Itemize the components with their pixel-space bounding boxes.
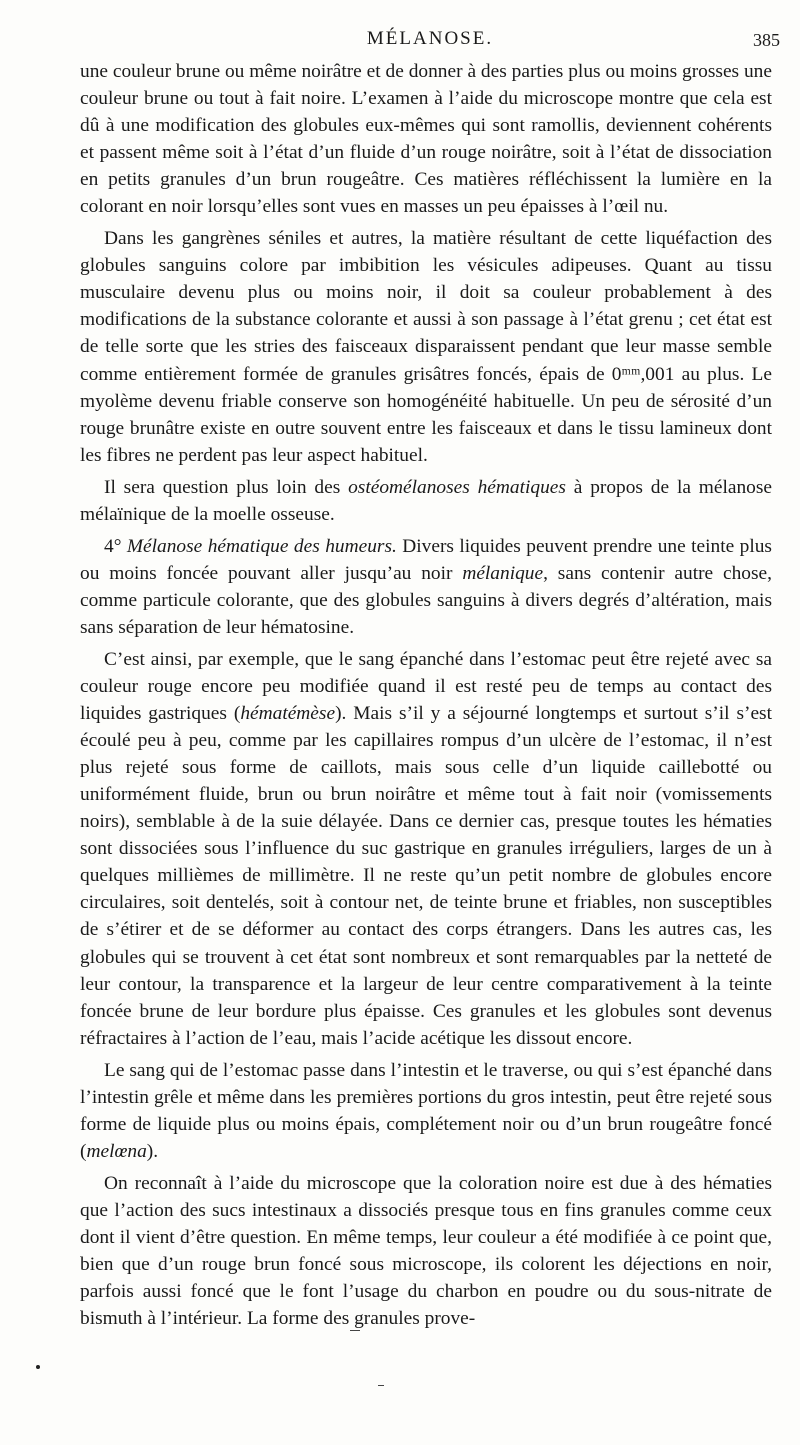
paragraph-3 xyxy=(80,474,772,528)
print-mark-dash xyxy=(350,1330,360,1331)
paragraph-6-italic: melœna xyxy=(86,1140,147,1162)
section-heading: Mélanose hématique des humeurs. xyxy=(126,535,397,557)
paragraph-4-text-b: , sans contenir autre chose, comme particule colorante, que des globules sanguins à divers degrés d’altération, mais sans séparation de leur hématosine. xyxy=(80,562,772,638)
paragraph-3-italic: ostéomélanoses hématiques xyxy=(348,476,566,498)
print-mark-dash-2 xyxy=(378,1385,384,1386)
page-number: 385 xyxy=(753,30,780,50)
paragraph-4-italic: mélanique xyxy=(462,562,544,584)
paragraph-6 xyxy=(80,1057,772,1165)
paragraph-5-text-a: C’est ainsi, par exemple, que le sang épanché dans l’estomac peut être rejeté avec sa couleur rouge encore peu modifiée quand il est resté peu de temps au contact des liquides gastriques ( xyxy=(80,648,772,725)
paragraph-6-text-b: ). xyxy=(146,1140,159,1162)
running-title: MÉLANOSE. xyxy=(366,28,494,49)
paragraph-3-text-a: Il sera question plus loin des xyxy=(104,476,349,498)
section-number: 4° xyxy=(104,535,127,557)
paragraph-4-text-a: Divers liquides peuvent prendre une teinte plus ou moins foncée pouvant aller jusqu’au noir xyxy=(80,535,772,584)
paragraph-1: une couleur brune ou même noirâtre et de donner à des parties plus ou moins grosses une couleur brune ou tout à fait noire. L’examen à l’aide du microscope montre que cela est dû à une modification des globules eux-mêmes qui sont ramollis, deviennent cohérents et passent même soit à l’état d’un fluide d’un rouge noirâtre, soit à l’état de dissociation en petits granules d’un brun rougeâtre. Ces matières réfléchissent la lumière en la colorant en noir lorsqu’elles sont vues en masses un peu épaisses à l’œil nu. xyxy=(80,61,772,218)
paragraph-5-text-b: ). Mais s’il y a séjourné longtemps et surtout s’il s’est écoulé peu à peu, comme par les capillaires rompus d’un ulcère de l’estomac, il n’est plus rejeté sous forme de caillots, mais sous celle d’un liquide caillebotté ou uniformément fluide, brun ou brun noirâtre et même tout à fait noir (vomissements noirs), semblable à de la suie délayée. Dans ce dernier cas, presque toutes les hématies sont dissociées sous l’influence du suc gastrique en granules irréguliers, larges de un à quelques millièmes de millimètre. Il ne reste qu’un petit nombre de globules encore circulaires, soit dentelés, soit à contour net, de teinte brune et friables, non susceptibles de s’étirer et de se déformer au contact des corps étrangers. Dans les autres cas, les globules qui se trouvent à cet état sont nombreux et sont remarquables par la netteté de leur contour, la transparence et la largeur de leur centre comparativement à la teinte foncée brune de leur bordure plus épaisse. Ces granules et les globules sont devenus réfractaires à l’action de l’eau, mais l’acide acétique les dissout encore. xyxy=(80,703,772,1049)
paragraph-7: On reconnaît à l’aide du microscope que la coloration noire est due à des hématies que l’action des sucs intestinaux a dissociés presque tous en fins granules comme ceux dont il vient d’être question. En même temps, leur couleur a été modifiée à ce point que, bien que d’un rouge brun foncé sous microscope, ils colorent les déjections en noir, parfois aussi foncé que le font l’usage du charbon en poudre ou du sous-nitrate de bismuth à l’intérieur. La forme des granules prove- xyxy=(80,1172,772,1330)
paragraph-5 xyxy=(80,646,772,1052)
paragraph-5-italic: hématémèse xyxy=(240,703,336,725)
paragraph-3-text-b: à propos de la mélanose mélaïnique de la moelle osseuse. xyxy=(80,476,772,525)
print-mark-dot xyxy=(36,1365,40,1369)
paragraph-2: Dans les gangrènes séniles et autres, la matière résultant de cette liquéfaction des globules sanguins colore par imbibition les vésicules adipeuses. Quant au tissu musculaire devenu plus ou moins noir, il doit sa couleur probablement à des modifications de la substance colorante et aussi à son passage à l’état grenu ; cet état est de telle sorte que les stries des faisceaux disparaissent pendant que leur masse semble comme entièrement formée de granules grisâtres foncés, épais de 0ᵐᵐ,001 au plus. Le myolème devenu friable conserve son homogénéité habituelle. Un peu de sérosité d’un rouge brunâtre existe en outre souvent entre les faisceaux et dans le tissu lamineux dont les fibres ne perdent pas leur aspect habituel. xyxy=(80,228,772,466)
body-text xyxy=(80,58,772,1337)
page-header xyxy=(80,28,780,56)
paragraph-6-text-a: Le sang qui de l’estomac passe dans l’intestin et le traverse, ou qui s’est épanché dans l’intestin grêle et même dans les premières portions du gros intestin, peut être rejeté sous forme de liquide plus ou moins épais, complétement noir ou d’un brun rougeâtre foncé ( xyxy=(80,1059,772,1162)
paragraph-4 xyxy=(80,533,772,641)
